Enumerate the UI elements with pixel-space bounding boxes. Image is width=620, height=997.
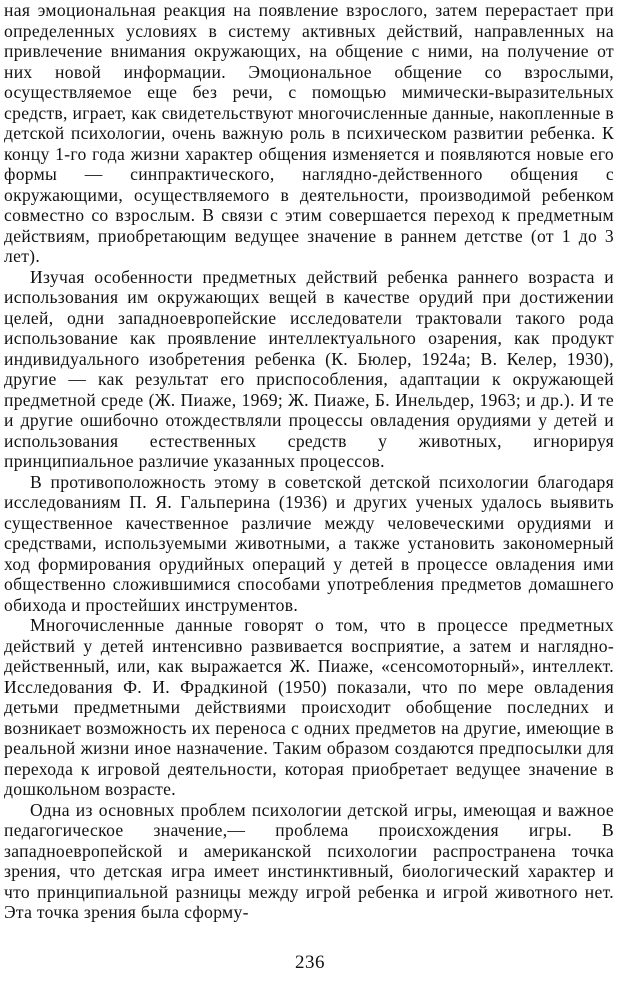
paragraph-1: ная эмоциональная реакция на появление взрослого, затем перерастает при определенных условиях в систему активных действий, направленных на привлечение внимания окружающих, на общение с ними, на получение от них новой информации. Эмоциональное общение со взрослыми, осуществляемое еще без речи, с помощью мимически-выразительных средств, играет, как свидетельствуют многочисленные данные, накопленные в детской психологии, очень важную роль в психическом развитии ребенка. К концу 1-го года жизни характер общения изменяется и появляются новые его формы — синпрактического, наглядно-действенного общения с окружающими, осуществляемого в деятельности, производимой ребенком совместно со взрослым. В связи с этим совершается переход к предметным действиям, приобретающим ведущее значение в раннем детстве (от 1 до 3 лет). [4, 0, 614, 266]
paragraph-2: Изучая особенности предметных действий ребенка раннего возраста и использования им окружающих вещей в качестве орудий при достижении целей, одни западноевропейские исследователи трактовали такого рода использование как проявление интеллектуального озарения, как продукт индивидуального изобретения ребенка (К. Бюлер, 1924а; В. Келер, 1930), другие — как результат его приспособления, адаптации к окружающей предметной среде (Ж. Пиаже, 1969; Ж. Пиаже, Б. Инельдер, 1963; и др.). И те и другие ошибочно отождествляли процессы овладения орудиями у детей и использования естественных средств у животных, игнорируя принципиальное различие указанных процессов. [4, 266, 614, 471]
page-number: 236 [295, 952, 325, 973]
paragraph-5: Одна из основных проблем психологии детской игры, имеющая и важное педагогическое значение,— проблема происхождения игры. В западноевропейской и американской психологии распространена точка зрения, что детская игра имеет инстинктивный, биологический характер и что принципиальной разницы между игрой ребенка и игрой животного нет. Эта точка зрения была сформу- [4, 799, 614, 922]
paragraph-4: Многочисленные данные говорят о том, что в процессе предметных действий у детей интенсивно развивается восприятие, а затем и наглядно-действенный, или, как выражается Ж. Пиаже, «сенсомоторный», интеллект. Исследования Ф. И. Фрадкиной (1950) показали, что по мере овладения детьми предметными действиями происходит обобщение последних и возникает возможность их переноса с одних предметов на другие, имеющие в реальной жизни иное назначение. Таким образом создаются предпосылки для перехода к игровой деятельности, которая приобретает ведущее значение в дошкольном возрасте. [4, 615, 614, 799]
page-text [4, 0, 614, 923]
paragraph-3: В противоположность этому в советской детской психологии благодаря исследованиям П. Я. Гальперина (1936) и других ученых удалось выявить существенное качественное различие между человеческими орудиями и средствами, используемыми животными, а также установить закономерный ход формирования орудийных операций у детей в процессе овладения ими общественно сложившимися способами употребления предметов домашнего обихода и простейших инструментов. [4, 471, 614, 615]
